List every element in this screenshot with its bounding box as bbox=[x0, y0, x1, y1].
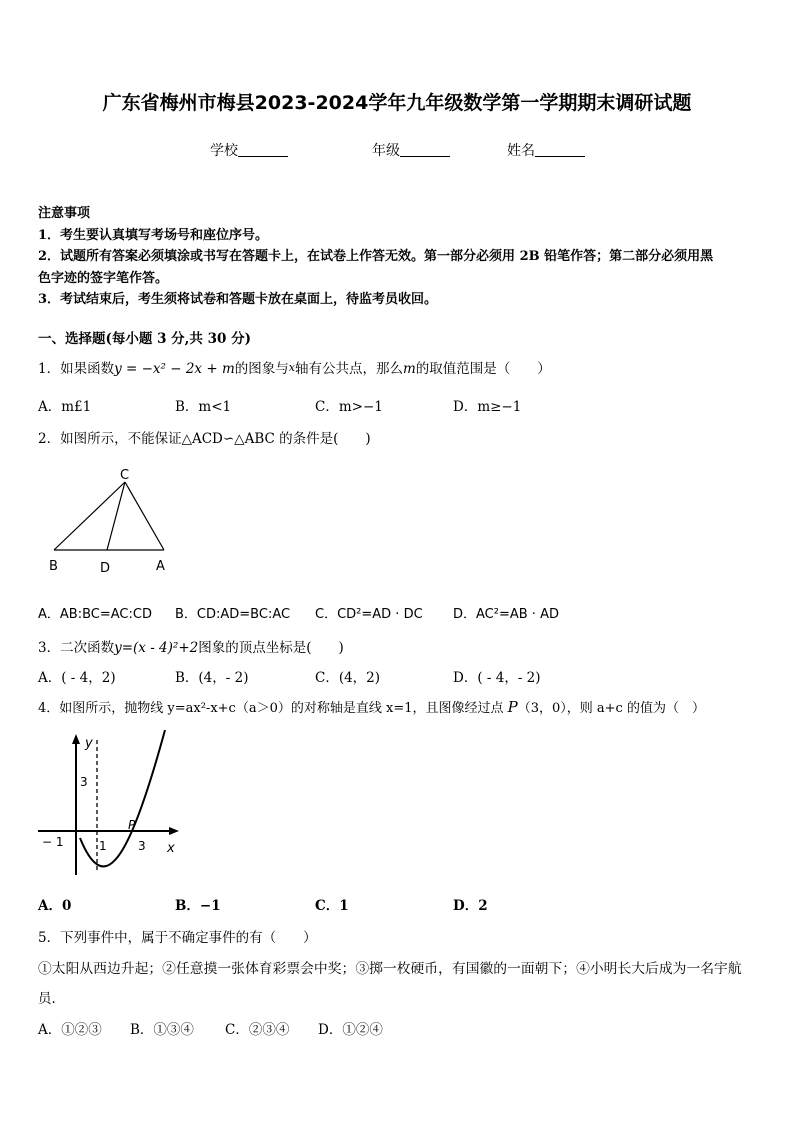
grade-blank bbox=[400, 143, 450, 157]
q1-var-x: x bbox=[288, 361, 295, 374]
parabola-graph bbox=[35, 730, 185, 880]
q1-mid: 的图象与 bbox=[234, 361, 289, 377]
q5-events-line1: ①太阳从西边升起；②任意摸一张体育彩票会中奖；③掷一枚硬币，有国徽的一面朝下；④小明长大后成为一名宇航 bbox=[38, 961, 742, 977]
q4-option-a: A．0 bbox=[38, 898, 72, 914]
q5-option-c: C．②③④ bbox=[225, 1022, 290, 1038]
segment-cd bbox=[107, 482, 125, 550]
label-x: x bbox=[167, 841, 175, 856]
q3-formula: y=(x - 4)²+2 bbox=[114, 640, 199, 656]
school-label: 学校 bbox=[210, 143, 238, 159]
segment-bc bbox=[54, 482, 125, 550]
note-item: 色字迹的签字笔作答。 bbox=[38, 270, 169, 286]
q1-mid2: 轴有公共点，那么 bbox=[294, 361, 403, 377]
notes-block bbox=[38, 203, 763, 311]
note-item: 1．考生要认真填写考场号和座位序号。 bbox=[38, 227, 269, 243]
label-p: P bbox=[128, 818, 136, 832]
q2-option-a: A．AB:BC=AC:CD bbox=[38, 607, 152, 622]
q3-option-a: A．( - 4，2) bbox=[38, 670, 116, 686]
question-3 bbox=[38, 636, 344, 656]
q1-option-b: B．m<1 bbox=[175, 399, 232, 415]
q2-option-d: D．AC²=AB · AD bbox=[453, 607, 559, 622]
label-x-three: 3 bbox=[138, 839, 146, 853]
school-field bbox=[210, 140, 288, 160]
triangle-figure bbox=[40, 462, 190, 580]
question-1 bbox=[38, 357, 551, 377]
q2-option-b: B．CD:AD=BC:AC bbox=[175, 607, 291, 622]
label-c: C bbox=[120, 468, 130, 483]
q3-suffix: 图象的顶点坐标是( ) bbox=[198, 640, 344, 656]
q1-prefix: 1．如果函数 bbox=[38, 361, 115, 377]
q3-option-c: C．(4，2) bbox=[315, 670, 381, 686]
grade-field bbox=[372, 140, 450, 160]
name-field bbox=[507, 140, 585, 160]
q3-prefix: 3．二次函数 bbox=[38, 640, 115, 656]
label-d: D bbox=[100, 561, 111, 576]
label-y-three: 3 bbox=[80, 775, 88, 789]
q5-events-line2: 员． bbox=[38, 991, 65, 1007]
label-y: y bbox=[85, 736, 93, 751]
q4-suffix: （3，0），则 a+c 的值为（ ） bbox=[517, 701, 705, 716]
q1-suffix: 的取值范围是（ ） bbox=[415, 361, 551, 377]
q3-option-d: D．( - 4，- 2) bbox=[453, 670, 541, 686]
x-axis-arrow bbox=[169, 827, 179, 835]
name-blank bbox=[535, 143, 585, 157]
notes-heading: 注意事项 bbox=[38, 206, 91, 221]
school-blank bbox=[238, 143, 288, 157]
q4-point: P bbox=[507, 698, 518, 716]
q1-option-d: D．m≥−1 bbox=[453, 399, 522, 415]
label-b: B bbox=[49, 559, 58, 574]
question-2: 2．如图所示，不能保证△ACD∽△ABC 的条件是( ) bbox=[38, 431, 371, 447]
q5-option-b: B．①③④ bbox=[130, 1022, 194, 1038]
label-one: 1 bbox=[99, 839, 107, 853]
question-4 bbox=[38, 697, 705, 716]
question-5: 5．下列事件中，属于不确定事件的有（ ） bbox=[38, 930, 317, 946]
q5-option-a: A．①②③ bbox=[38, 1022, 102, 1038]
q1-var-m: m bbox=[402, 361, 416, 377]
label-a: A bbox=[156, 559, 165, 574]
q4-option-b: B．−1 bbox=[175, 898, 221, 914]
q1-option-a: A．m£1 bbox=[38, 399, 92, 415]
q4-option-d: D．2 bbox=[453, 898, 488, 914]
q2-option-c: C．CD²=AD · DC bbox=[315, 607, 423, 622]
q1-formula: y = −x² − 2x + m bbox=[114, 361, 235, 377]
q1-option-c: C．m>−1 bbox=[315, 399, 383, 415]
y-axis-arrow bbox=[72, 734, 80, 744]
q4-prefix: 4．如图所示，抛物线 y=ax²-x+c（a＞0）的对称轴是直线 x=1，且图像经过点 bbox=[38, 701, 504, 716]
parabola-curve bbox=[80, 730, 165, 866]
segment-ca bbox=[125, 482, 164, 550]
section-heading: 一、选择题(每小题 3 分,共 30 分) bbox=[38, 331, 251, 347]
note-item: 2．试题所有答案必须填涂或书写在答题卡上，在试卷上作答无效。第一部分必须用 2B 铅笔作答；第二部分必须用黑 bbox=[38, 249, 714, 264]
label-neg-one: − 1 bbox=[42, 835, 64, 849]
name-label: 姓名 bbox=[507, 143, 535, 159]
grade-label: 年级 bbox=[372, 143, 400, 159]
note-item: 3．考试结束后，考生须将试卷和答题卡放在桌面上，待监考员收回。 bbox=[38, 292, 438, 307]
q4-option-c: C．1 bbox=[315, 898, 349, 914]
page-title: 广东省梅州市梅县2023-2024学年九年级数学第一学期期末调研试题 bbox=[102, 92, 692, 114]
q3-option-b: B．(4，- 2) bbox=[175, 670, 249, 686]
q5-option-d: D．①②④ bbox=[318, 1022, 383, 1038]
